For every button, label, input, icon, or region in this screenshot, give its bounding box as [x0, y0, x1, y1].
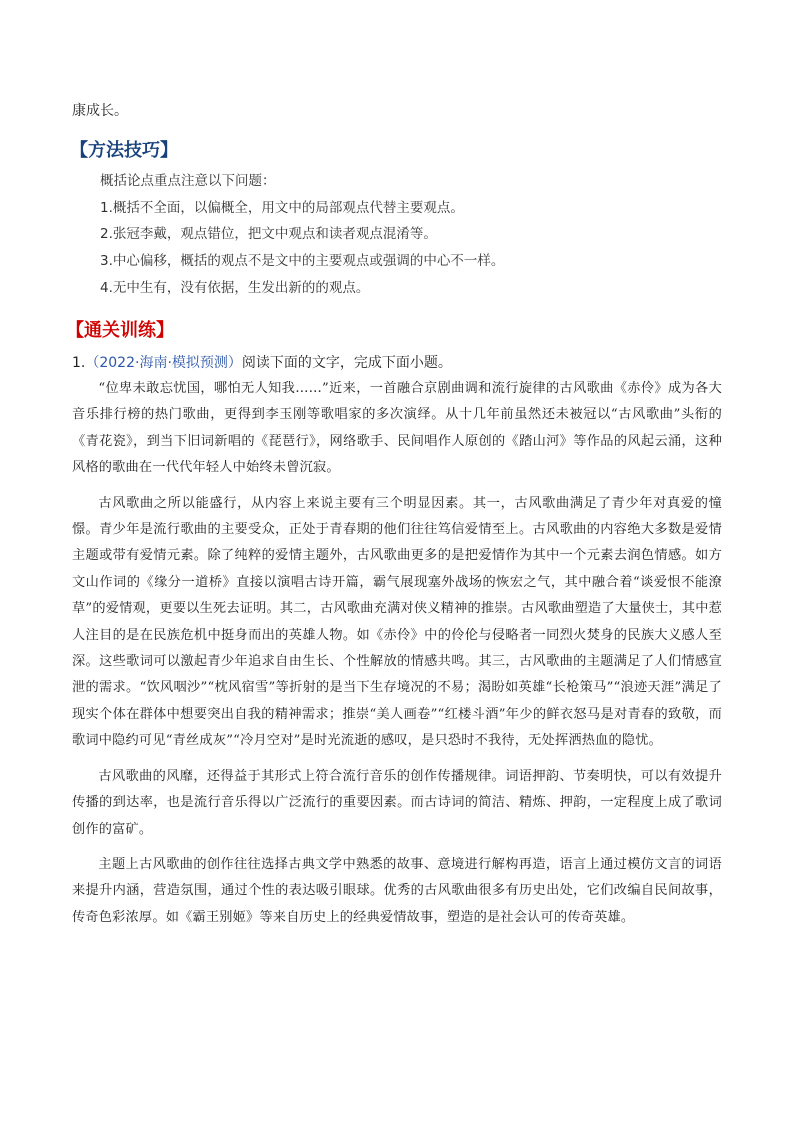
passage-paragraph-2: 古风歌曲之所以能盛行，从内容上来说主要有三个明显因素。其一，古风歌曲满足了青少年对真爱的憧憬。青少年是流行歌曲的主要受众，正处于青春期的他们往往笃信爱情至上。古风歌曲的内容绝大多数是爱情主题或带有爱情元素。除了纯粹的爱情主题外，古风歌曲更多的是把爱情作为其中一个元素去润色情感。如方文山作词的《缘分一道桥》直接以演唱古诗开篇，霸气展现塞外战场的恢宏之气，其中融合着“谈爱恨不能潦草”的爱情观，更要以生死去证明。其二，古风歌曲充满对侠义精神的推崇。古风歌曲塑造了大量侠士，其中惹人注目的是在民族危机中挺身而出的英雄人物。如《赤伶》中的伶伦与侵略者一同烈火焚身的民族大义感人至深。这些歌词可以激起青少年追求自由生长、个性解放的情感共鸣。其三，古风歌曲的主题满足了人们情感宣泄的需求。“饮风咽沙”“枕风宿雪”等折射的是当下生存境况的不易；渴盼如英雄“长枪策马”“浪迹天涯”满足了现实个体在群体中想要突出自我的精神需求；推崇“美人画卷”“红楼斗酒”年少的鲜衣怒马是对青春的致敬，而歌词中隐约可见“青丝成灰”“冷月空对”是时光流逝的感叹，是只恐时不我待，无处挥洒热血的隐忧。 [72, 495, 722, 749]
method-item-1: 1.概括不全面，以偏概全，用文中的局部观点代替主要观点。 [100, 200, 464, 216]
question-number: 1. [72, 355, 86, 371]
reading-passage [72, 376, 722, 940]
method-lead: 概括论点重点注意以下问题： [100, 173, 276, 189]
question-heading [72, 352, 452, 372]
training-section-title: 【通关训练】 [66, 320, 174, 341]
passage-paragraph-4: 主题上古风歌曲的创作往往选择古典文学中熟悉的故事、意境进行解构再造，语言上通过模仿文言的词语来提升内涵，营造氛围，通过个性的表达吸引眼球。优秀的古风歌曲很多有历史出处，它们改编自民间故事，传奇色彩浓厚。如《霸王别姬》等来自历史上的经典爱情故事，塑造的是社会认可的传奇英雄。 [72, 856, 722, 925]
method-item-3: 3.中心偏移，概括的观点不是文中的主要观点或强调的中心不一样。 [100, 253, 505, 269]
passage-paragraph-1: “位卑未敢忘忧国，哪怕无人知我……”近来，一首融合京剧曲调和流行旋律的古风歌曲《赤伶》成为各大音乐排行榜的热门歌曲，更得到李玉刚等歌唱家的多次演绎。从十几年前虽然还未被冠以“古风歌曲”头衔的《青花瓷》，到当下旧词新唱的《琵琶行》，网络歌手、民间唱作人原创的《踏山河》等作品的风起云涌，这种风格的歌曲在一代代年轻人中始终未曾沉寂。 [72, 381, 722, 476]
method-section-title: 【方法技巧】 [70, 140, 178, 161]
question-source: （2022·海南·模拟预测） [85, 355, 242, 371]
continued-text: 康成长。 [72, 103, 128, 119]
passage-paragraph-3: 古风歌曲的风靡，还得益于其形式上符合流行音乐的创作传播规律。词语押韵、节奏明快，可以有效提升传播的到达率，也是流行音乐得以广泛流行的重要因素。而古诗词的简洁、精炼、押韵，一定程度上成了歌词创作的富矿。 [72, 768, 722, 837]
question-prompt: 阅读下面的文字，完成下面小题。 [241, 355, 452, 371]
method-item-4: 4.无中生有，没有依据，生发出新的的观点。 [100, 280, 370, 296]
method-item-2: 2.张冠李戴，观点错位，把文中观点和读者观点混淆等。 [100, 226, 437, 242]
